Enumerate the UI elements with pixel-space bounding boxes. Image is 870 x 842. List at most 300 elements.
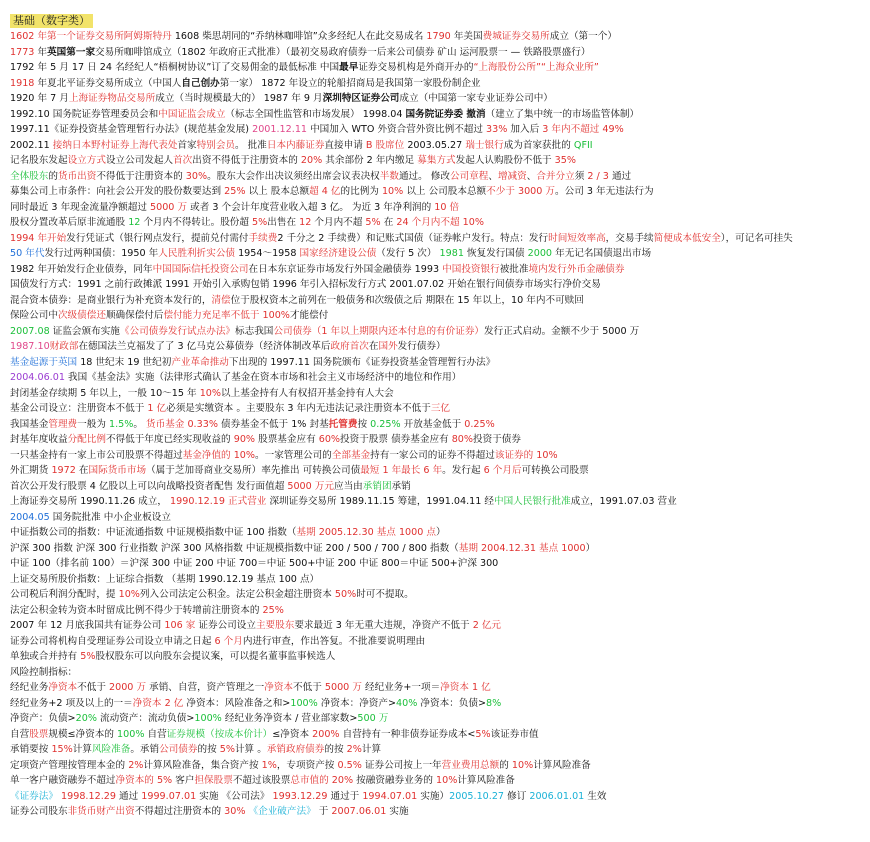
note-segment: 国债发行方式：1991 之前行政摊派 1991 开始引入承购包销 1996 年引入招标发行方式 2001.07.02 开始在银行间债券市场实行净价交易 [10,279,601,290]
note-line [10,293,866,309]
note-segment: 年夏北平证券交易所成立（中国人 [34,77,182,89]
note-segment: 不低于 [293,682,325,693]
note-segment: 总市值的 20% [290,775,354,786]
note-segment: “上海股份公所”“上海众业所” [473,62,599,73]
note-segment: 经纪业务+一项＝ [361,682,441,693]
note-segment: 股权分置改革后原非流通股 [10,217,129,228]
note-segment: 25% [224,186,246,197]
note-segment: 时间短效率高 [548,232,606,244]
note-line [10,231,866,247]
note-segment: 自己创办 [181,77,220,89]
note-segment: 成立（第一个） [549,31,617,42]
note-segment: 下出现的 1997.11 国务院颁布《证券投资基金管理暂行办法》 [228,356,496,368]
note-segment: 出售在 [267,217,300,228]
note-segment: 5000 万 [324,682,362,693]
note-line [10,680,866,696]
note-segment: ≤净资本 [272,728,313,740]
note-segment: 5% [219,744,235,755]
note-line [10,510,866,526]
note-segment: 证券规模（按成本价计） [166,728,273,740]
note-segment: 瑞士银行 [465,139,504,151]
note-segment: 2003.05.27 [404,139,466,151]
note-segment: 基金净值的 10% [182,449,256,461]
note-line [10,138,866,154]
note-segment: 的 [48,170,58,182]
note-segment: 2004.05 [10,511,50,523]
note-segment: 12 [299,217,312,228]
note-segment: 计算 [72,744,92,755]
note-segment: 不低于 [77,682,109,693]
note-segment: 1993.12.29 [272,790,328,802]
note-segment: 发行正式启动。金额不少于 5000 万 [484,325,640,337]
note-segment: 0.25% [464,418,495,430]
note-segment: 首家 [177,139,197,151]
note-segment: 1954～1958 [235,248,300,259]
note-segment: 实施） [417,790,450,802]
note-line [10,76,866,92]
note-segment: 106 家 [164,620,196,631]
note-segment: 年 [34,46,48,58]
note-segment: 证监会颁布实施 [49,325,120,337]
note-segment: 通过于 [327,790,363,802]
note-segment: 产业革命推动 [171,356,229,368]
section-title: 基础（数字类） [10,14,93,28]
note-segment: 成为首家获批的 [503,139,574,151]
note-line [10,401,866,417]
note-line [10,277,866,293]
note-segment: 经纪业务 [10,682,49,693]
note-segment: 时可不提取。 [356,589,414,600]
note-segment: 于 [315,806,332,817]
note-line [10,804,866,820]
note-line [10,386,866,402]
note-segment: 《公司债券发行试点办法》 [119,325,236,337]
note-line [10,556,866,572]
note-segment: 净资本 1 亿 [440,682,491,693]
note-segment: 其余部份 2 年内缴足 [322,155,418,166]
note-segment: 5% [80,651,96,662]
note-segment: 1981 [439,248,464,259]
note-line [10,463,866,479]
note-segment: 0.5% [337,759,362,771]
note-segment: 发行过两种国债：1950 年 [44,248,159,259]
note-segment: 100% [290,697,318,709]
note-segment: 公司章程 [449,170,489,182]
note-segment: 营业费用总额 [441,759,500,771]
note-segment: 该证券市值 [490,728,539,740]
note-segment: 我国《基金法》实施（法律形式确认了基金在资本市场和社会主义市场经济中的地位和作用） [64,372,462,383]
note-segment: 首次 [173,155,193,166]
note-segment: 同时最近 3 年现金流量净额超过 [10,201,150,213]
note-segment: 外汇期货 [10,465,52,476]
note-segment: 不得超过注册资本的 [134,806,225,817]
note-segment: 5000 万 [149,201,188,213]
note-segment: 90% [233,434,256,445]
note-segment: 半数 [379,170,399,182]
note-segment: 须 [574,170,588,182]
note-segment: 上海证券交易所 1990.11.26 成立， [10,496,171,507]
note-segment: 5000 万元 [287,480,334,492]
note-segment: 发起人认购股份不低于 [455,155,555,166]
note-segment: QFII [573,139,593,151]
note-segment: 。 [133,418,147,430]
note-segment: 开放基金低于 [400,418,465,430]
note-segment: 封基 [306,418,329,430]
note-segment: 一般为 [77,418,109,430]
note-segment: 6 个月后 [483,465,522,476]
note-segment: （发行 5 次） [376,248,440,259]
note-line [10,789,866,805]
document-body [10,9,866,820]
note-line [10,773,866,789]
note-segment: 股票基金应有 [255,434,319,445]
note-line [10,153,866,169]
note-segment: 我国基金 [10,418,49,430]
note-segment: 承销、自营，资产管理之一 [146,682,265,693]
note-line [10,649,866,665]
note-segment: 自营 [10,728,30,740]
note-segment: 2% [346,744,362,755]
note-segment: 1 亿 [147,403,167,414]
note-segment: 1773 [10,46,35,58]
note-segment: 人民胜利折实公债 [158,248,236,259]
note-segment: 标志我国 [235,325,274,337]
note-segment: 1602 年第一个证券交易所阿姆斯特丹 [10,31,172,42]
note-segment: 25% [262,604,284,616]
note-segment: 净资本：风险准备之和> [183,697,291,709]
note-segment: 2% [128,759,144,771]
note-segment: 境内发行外币金融债券 [528,263,625,275]
note-segment: 成立，1991.07.03 营业 [570,496,677,507]
note-segment: 通过。 修改 [398,170,450,182]
note-segment: （1 年以上期限内还本付息的有价证券） [311,325,485,337]
note-segment: 8% [486,697,502,709]
note-segment: 按 [357,418,371,430]
note-segment: 500 万 [357,713,389,724]
note-segment: 成立（当时规模最大的） 1987 年 9 月 [155,93,323,104]
note-segment: 不得低于注册资本的 [96,170,186,182]
note-segment: 风险准备 [91,744,131,755]
note-segment: 必须是实缴资本 。主要股东 3 年内无违法记录注册资本不低于 [166,403,431,414]
note-segment: 计算 [361,744,382,755]
note-segment: 中国人民银行批准 [493,496,571,507]
note-line [10,45,866,61]
note-segment: 日本内藤证券 [266,139,325,151]
note-segment: 募集方式 [417,155,456,166]
note-segment: 顺确保偿付后 [105,310,164,321]
note-segment: 100% [194,713,222,724]
note-line [10,665,866,681]
note-segment: 基金公司设立：注册资本不低于 [10,403,148,414]
note-segment: 1790 [426,31,451,42]
note-segment: 不少于 3000 万 [486,186,556,197]
note-segment: 1792 年 5 月 17 日 24 名经纪人“梧桐树协议”订了交易佣金的最低标准 中国 [10,62,340,73]
note-segment: 应当由 [334,480,363,492]
note-segment: 。股东大会作出决议须经出席会议表决权 [207,170,380,182]
note-segment: 基期 2005.12.30 基点 1000 点 [296,527,437,538]
note-segment: 清偿 [211,294,231,306]
note-segment: ） [585,542,596,554]
note-segment: 24 个月内不超 10% [396,217,484,228]
note-segment: 的按 [197,744,220,755]
note-segment: 公司债券 [159,744,198,755]
note-segment: 股票 [29,728,49,740]
note-segment: 深圳证券交易所 1989.11.15 筹建，1991.04.11 经 [266,496,494,507]
note-segment: 封基年度收益 [10,434,68,445]
note-segment: 国际货币市场 [88,465,147,476]
note-segment: 第一家） 1872 年设立的轮船招商局是我国第一家股份制企业 [219,77,481,89]
note-segment: 接纳日本野村证券上海代表处 [52,139,178,151]
note-segment: 证券交易机构是外商开办的 [358,62,474,73]
note-line [10,246,866,262]
note-segment: 2 / 3 [587,170,609,182]
note-segment: 2007.08 [10,325,50,337]
note-segment: 2007.06.01 [331,806,387,817]
note-segment: 首次公开发行股票 4 亿股以上可以向战略投资者配售 发行面值超 [10,480,288,492]
note-segment: 特别会员 [196,139,236,151]
note-segment: 混合资本债券：是商业银行为补充资本发行的， [10,294,212,306]
note-segment: 。 批准 [235,139,267,151]
note-segment: 实施 [386,806,409,817]
note-segment: 国务院批准 中小企业板设立 [49,511,171,523]
note-segment: 2000 万 [109,682,147,693]
note-segment: 在 [380,217,397,228]
note-segment: 投资于股票 债券基金应有 [340,434,452,445]
note-segment: 设立公司发起人 [105,155,174,166]
note-segment: 恢复发行国债 [463,248,528,259]
note-segment: 的比例为 [340,186,382,197]
note-segment: 公司税后利润分配时，提 [10,589,119,600]
note-segment: 80% [451,434,474,445]
note-line [10,727,866,743]
note-segment: 100% [117,728,145,740]
note-segment: 不得低于年度已经实现收益的 [105,434,234,445]
note-segment: 2000 [527,248,553,259]
note-segment: 手续费 [248,232,278,244]
note-segment: 10 倍 [434,201,460,213]
note-segment: 中国证监会成立 [158,108,226,120]
note-line [10,262,866,278]
note-segment: 年无记名国债退出市场 [552,248,652,259]
note-line [10,355,866,371]
note-segment: 直接申请 [324,139,366,151]
note-segment: 、 [526,170,537,182]
note-segment: ） [436,527,446,538]
note-line [10,417,866,433]
note-segment: 1608 柴思胡同的“乔纳林咖啡馆”众多经纪人在此交易成名 [171,31,427,42]
note-segment: 1.5% [109,418,134,430]
note-segment: 2007 年 12 月底我国共有证券公司 [10,620,165,631]
note-segment: 才能偿付 [289,310,329,321]
note-segment: 一只基金持有一家上市公司股票不得超过 [10,449,183,461]
note-segment: 全体股东 [10,170,49,182]
note-segment: 10% [381,186,404,197]
note-segment: B 股席位 [365,139,405,151]
note-segment: 1994 年开始 [10,232,67,244]
note-segment: 5% [365,217,381,228]
note-segment: 1999.07.01 [141,790,197,802]
note-segment: 《证券法》 [10,790,58,802]
note-segment: 在德国法兰克福发了了 3 亿马克公募债券（经济体制改革后 [78,341,331,352]
note-line [10,29,866,45]
note-segment: 1982 年开始发行企业债券，同年 [10,263,153,275]
note-segment: 不超过该股票 [232,775,291,786]
note-segment: 国家经济建设公债 [299,248,377,259]
note-segment: 投资于债券 [473,434,521,445]
note-line [10,618,866,634]
note-segment: 。发行起 [442,465,484,476]
note-segment: 2 千分之 2 手续费）和记账式国债（证券帐户发行。特点：发行 [277,232,549,244]
note-segment: 以上 股本总额 [245,186,310,197]
note-segment: 2005.10.27 [449,790,505,802]
note-segment: 经纪业务+2 项及以上的一＝ [10,697,133,709]
note-segment: 担保股票 [194,775,233,786]
note-segment: 沪深 300 指数 沪深 300 行业指数 沪深 300 风格指数 中证规模指数中证 200 / 500 / 700 / 800 指数（ [10,542,459,554]
note-segment: 政府首次 [330,341,369,352]
note-segment: 发行债券） [397,341,446,352]
note-segment: 简便成本低安全 [653,232,721,244]
note-segment: 1987.10 [10,341,50,352]
note-segment: 发行凭证式（银行网点发行，提前兑付需付 [66,232,249,244]
note-segment: ，交易手续 [605,232,654,244]
note-segment: （建立了集中统一的市场监管体制） [485,108,640,120]
note-segment: 上证交易所股价指数：上证综合指数 （基期 1990.12.19 基点 100 点） [10,573,320,585]
note-line [10,494,866,510]
note-segment: 基期 2004.12.31 基点 1000 [458,542,586,554]
note-segment: 国务院证券委 撤消 [405,108,486,120]
note-line [10,200,866,216]
note-line [10,479,866,495]
note-segment: 12 [128,217,141,228]
note-segment: 或者 3 个会计年度营业收入超 3 亿。 为近 3 年净利润的 [187,201,435,213]
note-segment: 10% [199,387,222,399]
note-segment: 净资产：负债> [10,713,76,724]
note-segment: 股权股东可以向股东会提议案，可以提名董事监事候选人 [95,651,336,662]
note-segment: 可转换公司股票 [521,465,589,476]
note-segment: 33% [486,124,508,135]
note-segment: 。承销 [130,744,160,755]
note-segment: 的 [499,759,512,771]
note-segment: 10% [118,589,140,600]
note-line [10,525,866,541]
note-segment: 30% [224,806,246,817]
note-line [10,432,866,448]
note-segment: 证券公司股东 [10,806,68,817]
note-segment: 自营持有一种非债券证券成本< [339,728,476,740]
note-segment: 中证 100（排名前 100）＝沪深 300 中证 200 中证 700＝中证 500+中证 200 中证 800＝中证 500+沪深 300 [10,558,499,569]
note-segment: 个月内不超 [311,217,366,228]
note-segment: 费城证券交易所 [482,31,550,42]
note-segment: 个月内不得转让。股份超 [140,217,253,228]
note-segment: 主要股东 [255,620,295,631]
note-line [10,91,866,107]
note-segment: 2001.12.11 [252,124,308,135]
note-line [10,696,866,712]
note-line [10,184,866,200]
note-line [10,107,866,123]
note-segment: 净资本：净资产> [317,697,397,709]
note-segment: 客户 [172,775,195,786]
note-segment: 1997.11《证券投资基金管理暂行办法》(规范基金发展) [10,124,253,135]
note-segment: 证券公司按上一年 [361,759,442,771]
note-segment: 18 世纪末 19 世纪初 [77,356,172,368]
note-segment: 修订 [504,790,530,802]
note-segment: 3 年内不超过 49% [542,124,624,135]
note-segment: 1% [261,759,277,771]
note-segment: 偿付能力充足率不低于 100% [163,310,290,321]
note-segment: 风险控制指标： [10,666,78,678]
note-segment: 成立（中国第一家专业证券公司中） [399,93,553,104]
note-segment: ），可记名可挂失 [720,232,793,244]
note-line [10,758,866,774]
note-line [10,122,866,138]
note-segment: 以上基金持有人有权招开基金持有人大会 [221,387,394,399]
note-segment: 财政部 [49,341,79,352]
note-segment: 承销要按 [10,744,52,755]
note-segment: 2 亿元 [472,620,502,631]
note-segment: 位于股权资本之前列在一般债务和次级债之后 期限在 15 年以上，10 年内不可赎回 [230,294,584,306]
note-line [10,541,866,557]
note-segment: 1990.12.19 正式营业 [170,496,267,507]
note-segment: 分配比例 [67,434,106,445]
note-segment: 证券公司将机构自受理证券公司设立申请之日起 [10,635,215,647]
note-segment: 三亿 [430,403,451,414]
note-segment: 20% [75,713,97,724]
note-segment: 保险公司中 [10,310,58,321]
note-segment: 交易所咖啡馆成立（1802 年政府正式批准）（最初交易政府债券一后来公司债券 矿山 运河股票一 — 铁路股票盛行） [95,46,591,58]
note-segment: 。一家管理公司的 [255,449,332,461]
note-segment: 的按 [324,744,347,755]
note-segment: 上海证券物品交易所 [68,93,156,104]
note-segment: 货币基金 0.33% [146,418,218,430]
note-segment: 。公司 3 年无违法行为 [555,186,654,197]
note-segment: 全部基金 [331,449,371,461]
note-segment: 35% [554,155,576,166]
note-segment: 生效 [584,790,607,802]
note-segment: 合并分立 [536,170,575,182]
note-segment: 最早 [339,62,359,73]
note-segment: 2004.06.01 [10,372,65,383]
note-line [10,215,866,231]
note-segment: 基金起源于英国 [10,356,78,368]
note-segment: 50% [334,589,357,600]
note-segment: 净资本：负债> [417,697,487,709]
note-segment: 非货币财产出资 [67,806,135,817]
note-segment: 1992.10 国务院证券管理委员会和 [10,108,159,120]
note-line [10,634,866,650]
note-line [10,169,866,185]
note-segment: 封闭基金存续期 5 年以上，一般 10～15 年 [10,387,200,399]
note-segment: 国外 [378,341,398,352]
note-segment: 法定公积金转为资本时留成比例不得少于转增前注册资本的 [10,604,263,616]
note-segment: （标志全国性监管和市场发展） 1998.04 [225,108,406,120]
note-segment: 承销团 [362,480,392,492]
note-segment: 出资不得低于注册资本的 [192,155,301,166]
note-segment: 单一客户融资融券不超过 [10,775,116,786]
note-segment: 自营 [144,728,167,740]
note-segment: 该证券的 10% [494,449,558,461]
note-segment: 证券公司设立 [195,620,256,631]
note-segment: 英国第一家 [47,46,96,58]
notes-list [10,29,866,820]
note-line [10,572,866,588]
note-segment: 计算风险准备，集合资产按 [143,759,262,771]
note-segment: 货币出资 [57,170,97,182]
note-segment: 规模≤净资本的 [48,728,118,740]
note-segment: 净资本的 5% [115,775,173,786]
note-segment: 单独或合并持有 [10,651,81,662]
note-segment: 1998.12.29 [57,790,119,802]
